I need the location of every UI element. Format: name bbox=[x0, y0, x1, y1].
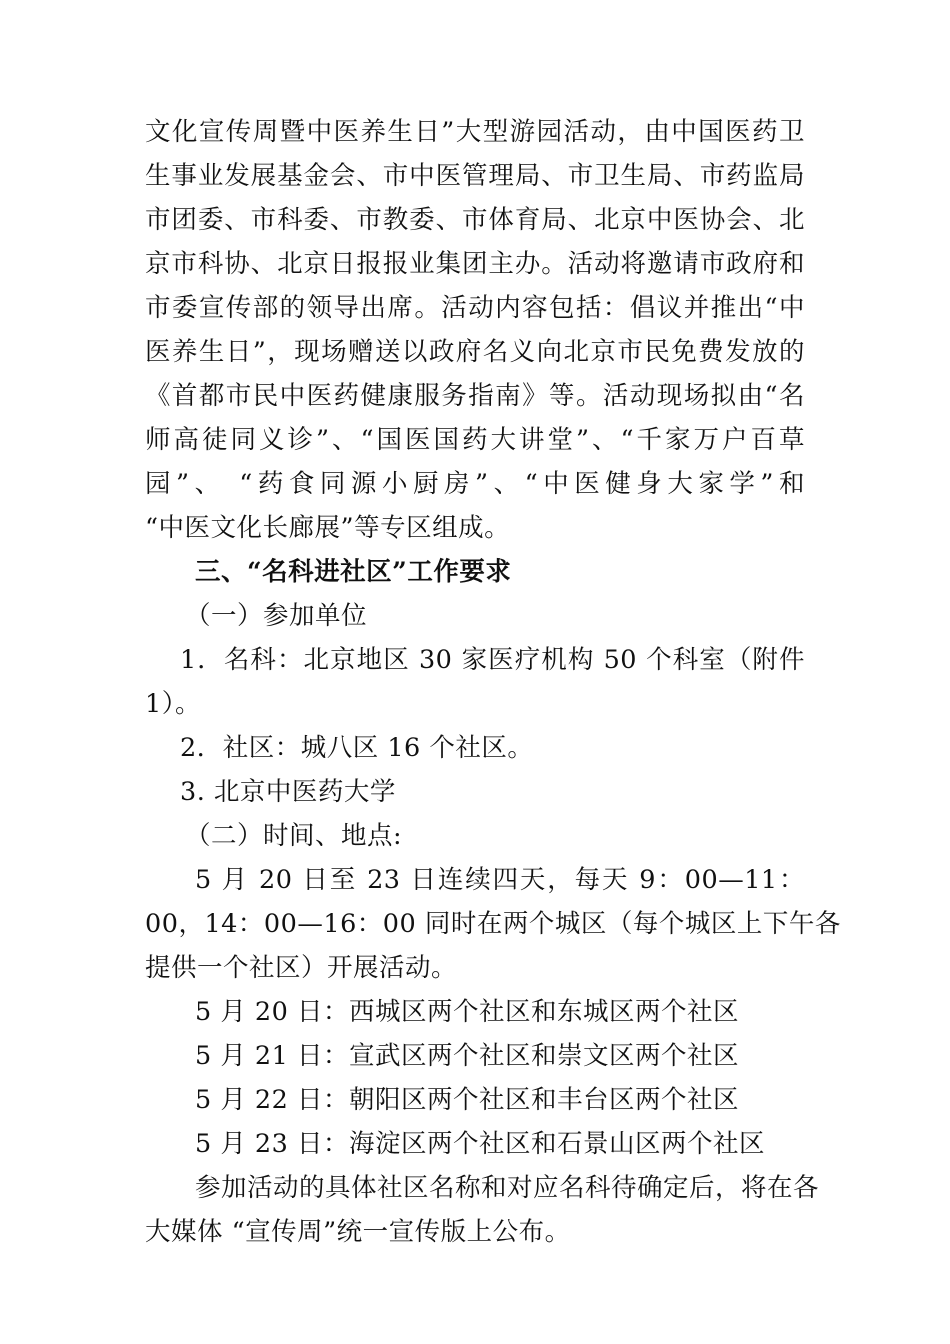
paragraph-line: 文化宣传周暨中医养生日”大型游园活动，由中国医药卫 bbox=[145, 117, 805, 147]
closing-line: 参加活动的具体社区名称和对应名科待确定后，将在各 bbox=[195, 1173, 820, 1203]
schedule-item: 5 月 20 日：西城区两个社区和东城区两个社区 bbox=[195, 997, 739, 1027]
paragraph-line: 《首都市民中医药健康服务指南》等。活动现场拟由“名 bbox=[145, 381, 805, 411]
paragraph-line: 生事业发展基金会、市中医管理局、市卫生局、市药监局 bbox=[145, 161, 805, 191]
subsection-heading: （一）参加单位 bbox=[185, 601, 368, 631]
schedule-item: 5 月 21 日：宣武区两个社区和崇文区两个社区 bbox=[195, 1041, 739, 1071]
subsection-heading: （二）时间、地点: bbox=[185, 821, 403, 851]
paragraph-line: 市团委、市科委、市教委、市体育局、北京中医协会、北 bbox=[145, 205, 805, 235]
time-line: 提供一个社区）开展活动。 bbox=[145, 953, 458, 983]
paragraph-line: 师高徒同义诊”、“国医国药大讲堂”、“千家万户百草 bbox=[145, 425, 805, 455]
paragraph-line: 园”、 “药食同源小厨房”、“中医健身大家学”和 bbox=[145, 469, 805, 499]
list-item: 1．名科：北京地区 30 家医疗机构 50 个科室（附件 bbox=[180, 645, 805, 675]
section-heading: 三、“名科进社区”工作要求 bbox=[195, 557, 512, 587]
time-line: 00，14：00—16：00 同时在两个城区（每个城区上下午各 bbox=[145, 909, 841, 939]
list-item-continuation: 1）。 bbox=[145, 689, 201, 719]
schedule-item: 5 月 23 日：海淀区两个社区和石景山区两个社区 bbox=[195, 1129, 765, 1159]
schedule-item: 5 月 22 日：朝阳区两个社区和丰台区两个社区 bbox=[195, 1085, 739, 1115]
closing-line: 大媒体 “宣传周”统一宣传版上公布。 bbox=[145, 1217, 571, 1247]
list-item: 2．社区：城八区 16 个社区。 bbox=[180, 733, 534, 763]
paragraph-line: 市委宣传部的领导出席。活动内容包括：倡议并推出“中 bbox=[145, 293, 805, 323]
paragraph-line: 医养生日”，现场赠送以政府名义向北京市民免费发放的 bbox=[145, 337, 805, 367]
paragraph-line: “中医文化长廊展”等专区组成。 bbox=[145, 513, 511, 543]
list-item: 3. 北京中医药大学 bbox=[180, 777, 396, 807]
paragraph-line: 京市科协、北京日报报业集团主办。活动将邀请市政府和 bbox=[145, 249, 805, 279]
time-line: 5 月 20 日至 23 日连续四天，每天 9：00—11： bbox=[195, 865, 805, 895]
